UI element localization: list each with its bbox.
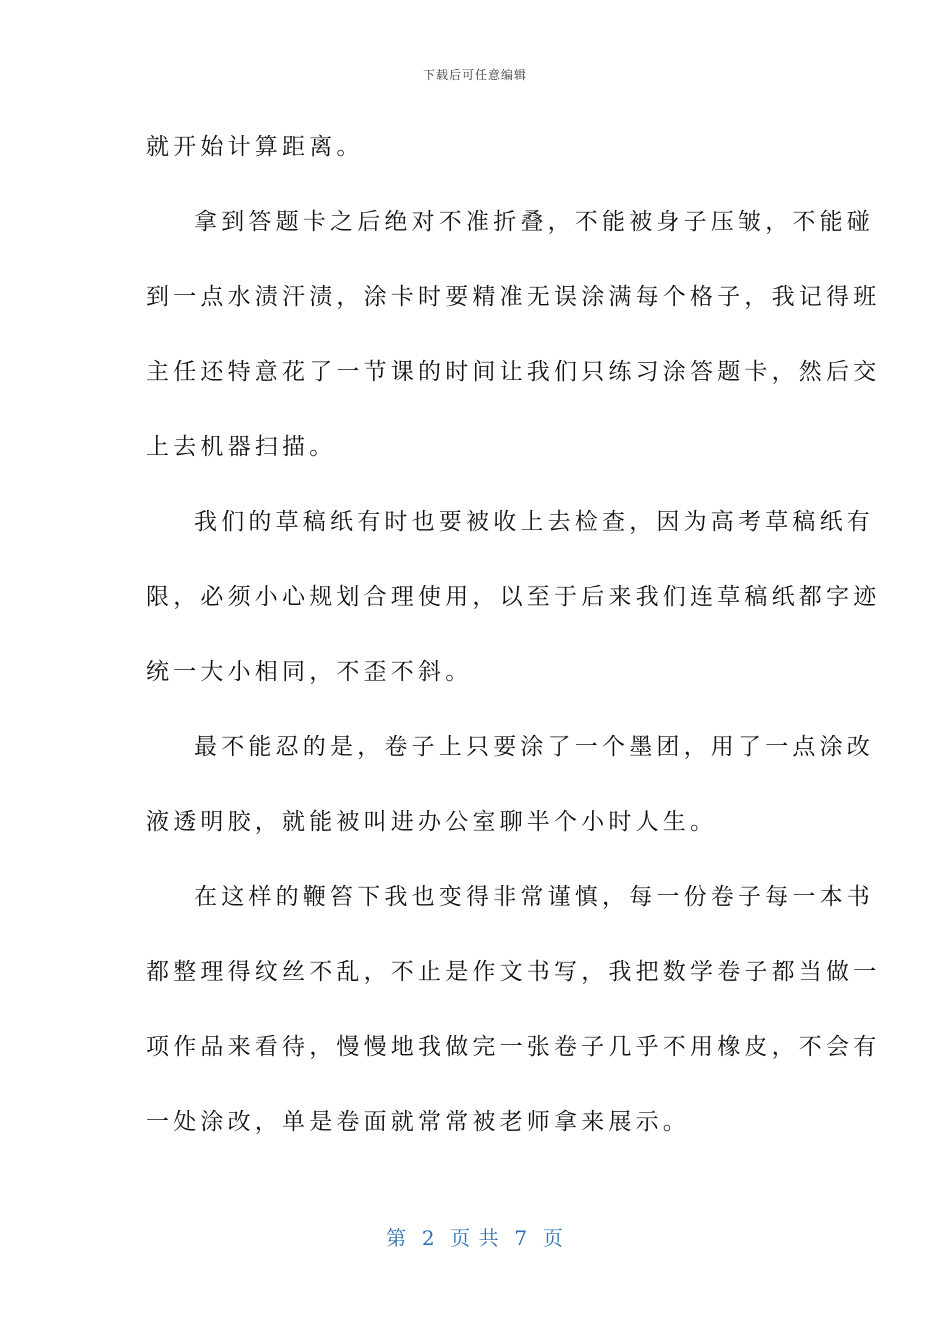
text-line: 液透明胶，就能被叫进办公室聊半个小时人生。 xyxy=(146,809,718,835)
text-line: 到一点水渍汗渍，涂卡时要精准无误涂满每个格子，我记得班 xyxy=(146,284,881,310)
text-line: 就开始计算距离。 xyxy=(146,134,364,160)
page-header: 下载后可任意编辑 xyxy=(422,68,527,82)
text-line: 统一大小相同，不歪不斜。 xyxy=(146,659,473,685)
text-line: 我们的草稿纸有时也要被收上去检查，因为高考草稿纸有 xyxy=(194,509,874,535)
text-line: 在这样的鞭笞下我也变得非常谨慎，每一份卷子每一本书 xyxy=(194,884,874,910)
text-line: 限，必须小心规划合理使用，以至于后来我们连草稿纸都字迹 xyxy=(146,584,881,610)
text-line: 主任还特意花了一节课的时间让我们只练习涂答题卡，然后交 xyxy=(146,359,881,385)
page-number-footer: 第 2 页 共 7 页 xyxy=(386,1226,564,1250)
text-line: 拿到答题卡之后绝对不准折叠，不能被身子压皱，不能碰 xyxy=(194,209,874,235)
text-line: 都整理得纹丝不乱，不止是作文书写，我把数学卷子都当做一 xyxy=(146,959,881,985)
text-line: 项作品来看待，慢慢地我做完一张卷子几乎不用橡皮，不会有 xyxy=(146,1034,881,1060)
document-body xyxy=(146,116,881,1166)
text-line: 上去机器扫描。 xyxy=(146,434,337,460)
text-line: 最不能忍的是，卷子上只要涂了一个墨团，用了一点涂改 xyxy=(194,734,874,760)
text-line: 一处涂改，单是卷面就常常被老师拿来展示。 xyxy=(146,1109,690,1135)
